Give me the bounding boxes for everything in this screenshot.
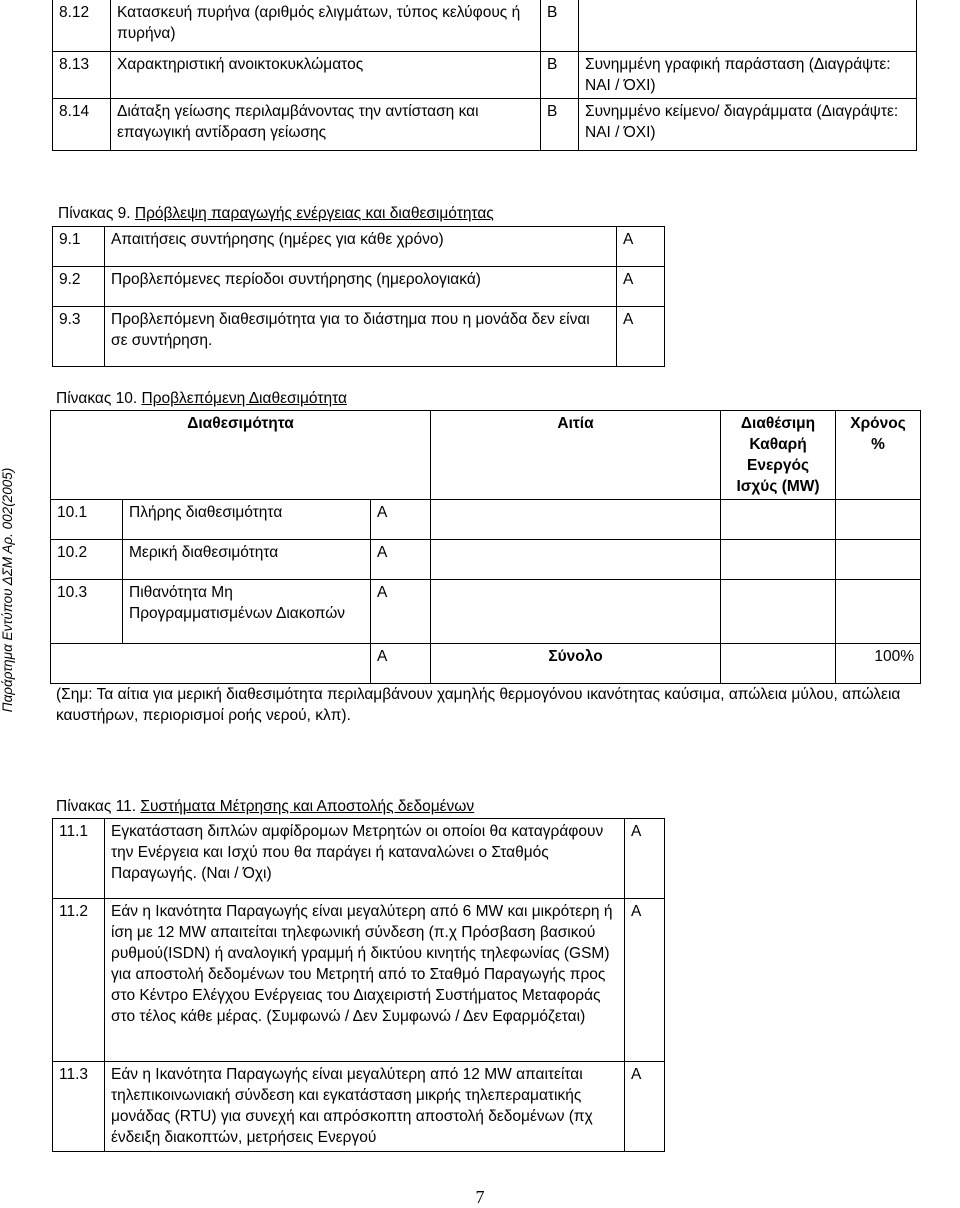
- table-row: [53, 0, 917, 52]
- row-note: Συνημμένο κείμενο/ διαγράμματα (Διαγράψτε: ΝΑΙ / ΌΧΙ): [579, 99, 917, 151]
- row-text: Προβλεπόμενη διαθεσιμότητα για το διάστημα που η μονάδα δεν είναι σε συντήρηση.: [105, 307, 617, 367]
- row-text: Πλήρης διαθεσιμότητα: [123, 500, 371, 540]
- table-row: [53, 899, 665, 1062]
- table-row: [53, 1062, 665, 1152]
- table-10-note: (Σημ: Τα αίτια για μερική διαθεσιμότητα περιλαμβάνουν χαμηλής θερμογόνου ικανότητας καύσιμα, απώλεια μύλου, απώλεια καυστήρων, περιορισμοί ροής νερού, κλπ).: [56, 686, 901, 724]
- table-row: [53, 307, 665, 367]
- row-note: [579, 0, 917, 52]
- row-number: 9.3: [53, 307, 105, 367]
- row-number: 11.2: [53, 899, 105, 1062]
- table-10-caption: [56, 390, 347, 408]
- table-header-row: [51, 411, 921, 500]
- row-number: 8.13: [53, 52, 111, 99]
- row-number: 10.1: [51, 500, 123, 540]
- row-code: Α: [625, 819, 665, 899]
- table-row: [51, 540, 921, 580]
- total-label: Σύνολο: [431, 644, 721, 684]
- caption-prefix: Πίνακας 10.: [56, 390, 138, 407]
- table-row: [53, 267, 665, 307]
- table-8: [52, 0, 917, 151]
- header-capacity: Διαθέσιμη Καθαρή Ενεργός Ισχύς (MW): [721, 411, 836, 500]
- table-11: [52, 818, 665, 1152]
- row-code: Α: [371, 540, 431, 580]
- row-number: 8.14: [53, 99, 111, 151]
- header-time-percent: Χρόνος %: [836, 411, 921, 500]
- row-text: Απαιτήσεις συντήρησης (ημέρες για κάθε χρόνο): [105, 227, 617, 267]
- row-code: Α: [617, 227, 665, 267]
- row-text: Εάν η Ικανότητα Παραγωγής είναι μεγαλύτερη από 12 MW απαιτείται τηλεπικοινωνιακή σύνδεση και εγκατάσταση μικρής τηλεπεραματικής μονάδας (RTU) για συνεχή και απρόσκοπτη αποστολή δεδομένων (πχ ένδειξη διακοπτών, μετρήσεις Ενεργού: [105, 1062, 625, 1152]
- table-row: [51, 500, 921, 540]
- row-number: 11.1: [53, 819, 105, 899]
- table-row: [53, 52, 917, 99]
- header-availability: Διαθεσιμότητα: [51, 411, 431, 500]
- row-text: Κατασκευή πυρήνα (αριθμός ελιγμάτων, τύπος κελύφους ή πυρήνα): [111, 0, 541, 52]
- page-number: 7: [475, 1187, 485, 1207]
- row-text: Μερική διαθεσιμότητα: [123, 540, 371, 580]
- row-number: 8.12: [53, 0, 111, 52]
- header-cause: Αιτία: [431, 411, 721, 500]
- caption-title: Συστήματα Μέτρησης και Αποστολής δεδομένων: [140, 798, 475, 815]
- row-text: Εγκατάσταση διπλών αμφίδρομων Μετρητών οι οποίοι θα καταγράφουν την Ενέργεια και Ισχύ που θα παράγει ή καταναλώνει ο Σταθμός Παραγωγής. (Ναι / Όχι): [105, 819, 625, 899]
- row-note: Συνημμένη γραφική παράσταση (Διαγράψτε: ΝΑΙ / ΌΧΙ): [579, 52, 917, 99]
- row-code: Α: [625, 899, 665, 1062]
- row-text: Χαρακτηριστική ανοικτοκυκλώματος: [111, 52, 541, 99]
- caption-title: Πρόβλεψη παραγωγής ενέργειας και διαθεσιμότητας: [134, 205, 494, 222]
- row-code: Α: [371, 500, 431, 540]
- table-10: [50, 410, 921, 684]
- caption-prefix: Πίνακας 11.: [56, 798, 137, 815]
- table-11-caption: [56, 798, 474, 816]
- row-number: 9.2: [53, 267, 105, 307]
- row-number: 10.2: [51, 540, 123, 580]
- row-code: Β: [541, 0, 579, 52]
- table-9-caption: [58, 205, 494, 223]
- caption-title: Προβλεπόμενη Διαθεσιμότητα: [141, 390, 347, 407]
- row-code: Α: [371, 580, 431, 644]
- side-margin-text: Παράρτημα Εντύπου ΔΣΜ Αρ. 002(2005): [0, 467, 15, 713]
- table-row: [53, 99, 917, 151]
- row-code: Β: [541, 99, 579, 151]
- row-text: Εάν η Ικανότητα Παραγωγής είναι μεγαλύτερη από 6 MW και μικρότερη ή ίση με 12 MW απαιτείται τηλεφωνική σύνδεση (π.χ Πρόσβαση βασικού ρυθμού(ISDN) ή αναλογική γραμμή ή δικτύου κινητής τηλεφωνίας (GSM) για αποστολή δεδομένων του Μετρητή από το Σταθμό Παραγωγής προς στο Κέντρο Ελέγχου Ενέργειας του Διαχειριστή Συστήματος Μεταφοράς στο τέλος κάθε μέρας. (Συμφωνώ / Δεν Συμφωνώ / Δεν Εφαρμόζεται): [105, 899, 625, 1062]
- table-9: [52, 226, 665, 367]
- row-code: Β: [541, 52, 579, 99]
- row-number: 11.3: [53, 1062, 105, 1152]
- row-number: 9.1: [53, 227, 105, 267]
- row-code: Α: [617, 307, 665, 367]
- total-value: 100%: [836, 644, 921, 684]
- table-row: [53, 819, 665, 899]
- caption-prefix: Πίνακας 9.: [58, 205, 131, 222]
- row-text: Διάταξη γείωσης περιλαμβάνοντας την αντίσταση και επαγωγική αντίδραση γείωσης: [111, 99, 541, 151]
- table-row: [53, 227, 665, 267]
- table-total-row: [51, 644, 921, 684]
- row-text: Προβλεπόμενες περίοδοι συντήρησης (ημερολογιακά): [105, 267, 617, 307]
- row-code: Α: [625, 1062, 665, 1152]
- row-text: Πιθανότητα Μη Προγραμματισμένων Διακοπών: [123, 580, 371, 644]
- table-row: [51, 580, 921, 644]
- total-code: Α: [371, 644, 431, 684]
- row-number: 10.3: [51, 580, 123, 644]
- row-code: Α: [617, 267, 665, 307]
